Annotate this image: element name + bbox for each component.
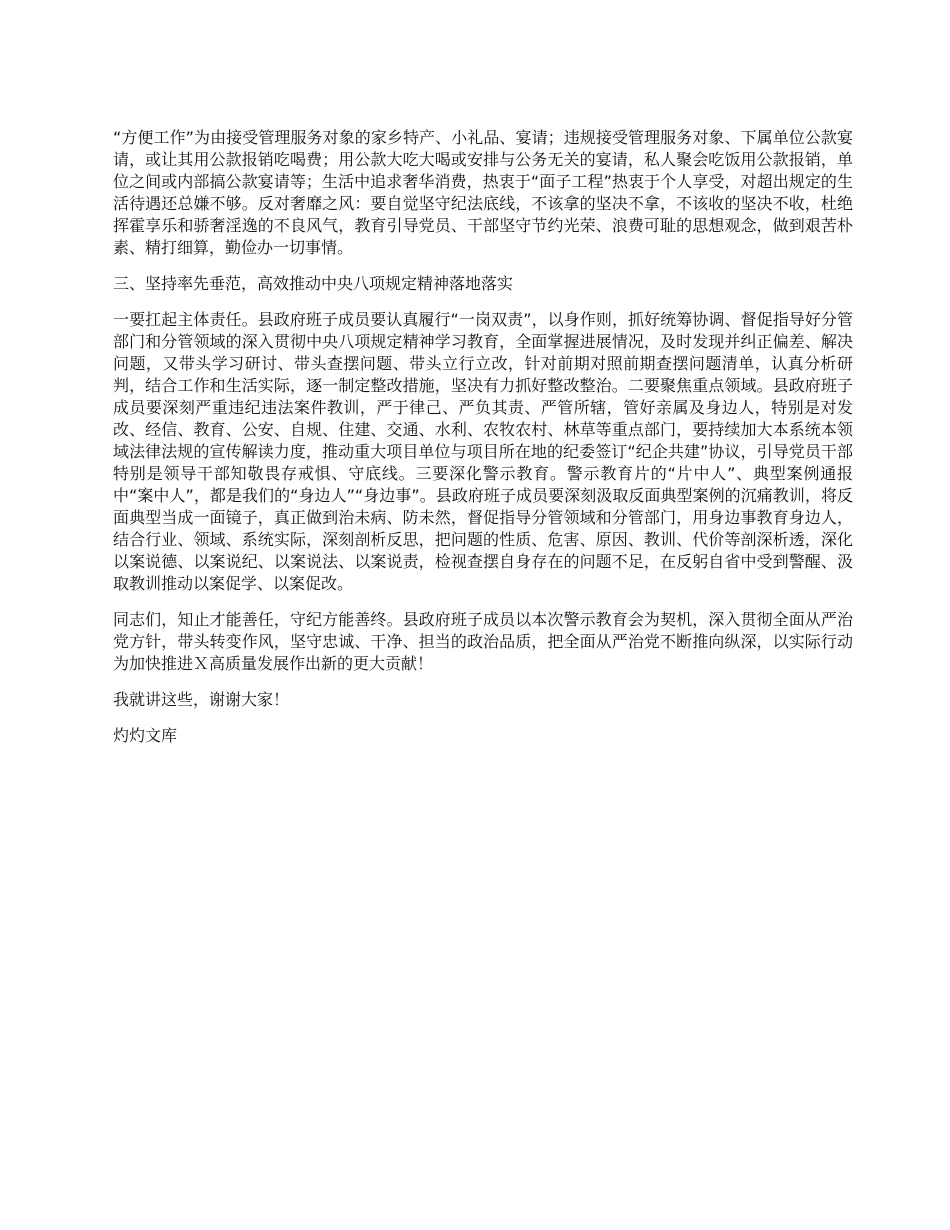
paragraph-frugality: “方便工作”为由接受管理服务对象的家乡特产、小礼品、宴请；违规接受管理服务对象、下属单位公款宴请，或让其用公款报销吃喝费；用公款大吃大喝或安排与公务无关的宴请，私人聚会吃饭用公款报销，单位之间或内部搞公款宴请等；生活中追求奢华消费，热衷于“面子工程”热衷于个人享受，对超出规定的生活待遇还总嫌不够。反对奢靡之风：要自觉坚守纪法底线，不该拿的坚决不拿，不该收的坚决不收，杜绝挥霍享乐和骄奢淫逸的不良风气，教育引导党员、干部坚守节约光荣、浪费可耻的思想观念，做到艰苦朴素、精打细算，勤俭办一切事情。 — [113, 128, 853, 257]
paragraph-closing: 同志们，知止才能善任，守纪方能善终。县政府班子成员以本次警示教育会为契机，深入贯彻全面从严治党方针，带头转变作风，坚守忠诚、干净、担当的政治品质，把全面从严治党不断推向纵深，以实际行动为加快推进Ｘ高质量发展作出新的更大贡献！ — [113, 610, 853, 673]
paragraph-thanks: 我就讲这些，谢谢大家！ — [113, 690, 290, 709]
paragraph-responsibility: 一要扛起主体责任。县政府班子成员要认真履行“一岗双责”，以身作则，抓好统筹协调、督促指导好分管部门和分管领域的深入贯彻中央八项规定精神学习教育，全面掌握进展情况，及时发现并纠正偏差、解决问题，又带头学习研讨、带头查摆问题、带头立行立改，针对前期对照前期查摆问题清单，认真分析研判，结合工作和生活实际，逐一制定整改措施，坚决有力抓好整改整治。二要聚焦重点领域。县政府班子成员要深刻严重违纪违法案件教训，严于律己、严负其责、严管所辖，管好亲属及身边人，特别是对发改、经信、教育、公安、自规、住建、交通、水利、农牧农村、林草等重点部门，要持续加大本系统本领域法律法规的宣传解读力度，推动重大项目单位与项目所在地的纪委签订“纪企共建”协议，引导党员干部特别是领导干部知敬畏存戒惧、守底线。三要深化警示教育。警示教育片的“片中人”、典型案例通报中“案中人”，都是我们的“身边人”“身边事”。县政府班子成员要深刻汲取反面典型案例的沉痛教训，将反面典型当成一面镜子，真正做到治未病、防未然，督促指导分管领域和分管部门，用身边事教育身边人，结合行业、领域、系统实际，深刻剖析反思，把问题的性质、危害、原因、教训、代价等剖深析透，深化以案说德、以案说纪、以案说法、以案说责，检视查摆自身存在的问题不足，在反躬自省中受到警醒、汲取教训推动以案促学、以案促改。 — [113, 310, 853, 593]
document-page — [113, 127, 853, 761]
footer-source: 灼灼文库 — [113, 726, 178, 745]
section-heading-3: 三、坚持率先垂范，高效推动中央八项规定精神落地落实 — [113, 274, 514, 293]
